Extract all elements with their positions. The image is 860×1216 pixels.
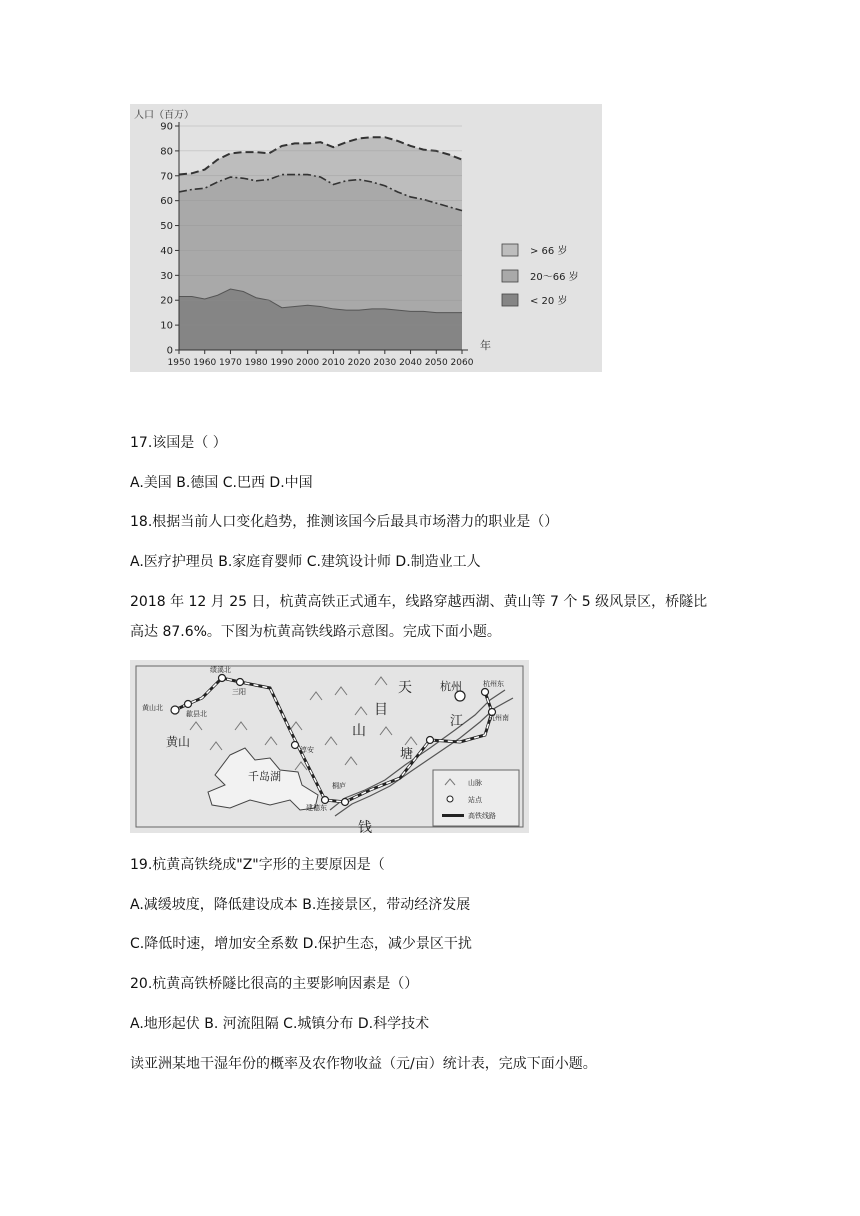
legend-railway-icon (442, 814, 464, 817)
railway-map-svg (130, 660, 529, 833)
label-jiang: 江 (450, 714, 464, 729)
x-tick-label: 2040 (399, 358, 422, 368)
legend-swatch (502, 244, 518, 256)
x-tick-label: 1990 (270, 358, 294, 368)
intro-paragraph-line-2: 高达 87.6%。下图为杭黄高铁线路示意图。完成下面小题。 (130, 624, 501, 640)
table-intro: 读亚洲某地干湿年份的概率及农作物收益（元/亩）统计表，完成下面小题。 (130, 1056, 597, 1072)
population-chart-svg (130, 104, 602, 372)
y-tick-label: 20 (160, 295, 173, 307)
question-17-options: A.美国 B.德国 C.巴西 D.中国 (130, 475, 313, 491)
label-qiandao-lake: 千岛湖 (248, 770, 281, 783)
x-axis-title: 年 (480, 339, 491, 352)
legend-label: < 20 岁 (530, 296, 568, 307)
x-tick-label: 1950 (167, 358, 191, 368)
legend-swatch (502, 270, 518, 282)
legend-station-icon (447, 796, 453, 802)
question-20: 20.杭黄高铁桥隧比很高的主要影响因素是（） (130, 976, 419, 992)
label-huangshan: 黄山 (166, 735, 191, 749)
legend-railway-label: 高铁线路 (468, 812, 496, 820)
question-19-options-2: C.降低时速，增加安全系数 D.保护生态，减少景区干扰 (130, 936, 472, 952)
label-qian: 钱 (358, 820, 372, 833)
legend-label: > 66 岁 (530, 246, 568, 257)
y-tick-label: 10 (160, 320, 173, 332)
label-jiande-east: 建德东 (306, 804, 327, 812)
question-19-options-1: A.减缓坡度，降低建设成本 B.连接景区，带动经济发展 (130, 897, 471, 913)
x-tick-label: 2050 (424, 358, 448, 368)
y-tick-label: 40 (160, 245, 173, 257)
label-huangshan-north: 黄山北 (142, 704, 163, 712)
y-axis-title: 人口（百万） (134, 110, 194, 121)
question-18-options: A.医疗护理员 B.家庭育婴师 C.建筑设计师 D.制造业工人 (130, 554, 481, 570)
x-tick-label: 1980 (244, 358, 268, 368)
label-hangzhou: 杭州 (440, 680, 462, 693)
y-tick-label: 0 (166, 345, 173, 357)
label-jixi-north: 绩溪北 (210, 666, 231, 674)
population-chart (130, 104, 602, 372)
label-shan: 山 (352, 723, 366, 739)
label-chunan: 淳安 (300, 746, 314, 754)
legend-swatch (502, 294, 518, 306)
legend-label: 20～66 岁 (530, 272, 579, 283)
map-legend (433, 770, 519, 826)
x-tick-label: 2020 (347, 358, 371, 368)
intro-paragraph-line-1: 2018 年 12 月 25 日，杭黄高铁正式通车，线路穿越西湖、黄山等 7 个 5 级风景区，桥隧比 (130, 594, 708, 610)
y-tick-label: 30 (160, 270, 173, 282)
y-tick-label: 60 (160, 196, 173, 208)
x-tick-label: 2000 (296, 358, 320, 368)
question-19: 19.杭黄高铁绕成"Z"字形的主要原因是（ (130, 857, 385, 873)
x-tick-label: 2060 (450, 358, 474, 368)
x-tick-label: 1970 (219, 358, 242, 368)
label-hangzhou-east: 杭州东 (483, 680, 504, 688)
label-tian: 天 (398, 680, 412, 696)
legend-mountain-label: 山脉 (468, 779, 482, 787)
chart-legend (502, 244, 579, 307)
label-tang: 塘 (400, 747, 414, 762)
y-tick-label: 50 (160, 221, 173, 233)
y-tick-label: 80 (160, 146, 173, 158)
legend-station-label: 站点 (468, 796, 482, 804)
question-18: 18.根据当前人口变化趋势，推测该国今后最具市场潜力的职业是（） (130, 514, 559, 530)
y-tick-label: 70 (160, 171, 173, 183)
railway-map (130, 660, 529, 833)
label-shexian-north: 歙县北 (186, 710, 207, 718)
label-tonglu: 桐庐 (332, 782, 346, 790)
x-tick-label: 2010 (321, 358, 345, 368)
x-tick-label: 2030 (373, 358, 397, 368)
x-tick-label: 1960 (193, 358, 217, 368)
label-sanyang: 三阳 (232, 688, 246, 696)
question-20-options: A.地形起伏 B. 河流阻隔 C.城镇分布 D.科学技术 (130, 1016, 430, 1032)
y-tick-label: 90 (160, 121, 173, 133)
label-hangzhou-south: 杭州南 (488, 714, 509, 722)
label-mu: 目 (374, 702, 388, 718)
question-17: 17.该国是（ ） (130, 435, 227, 451)
